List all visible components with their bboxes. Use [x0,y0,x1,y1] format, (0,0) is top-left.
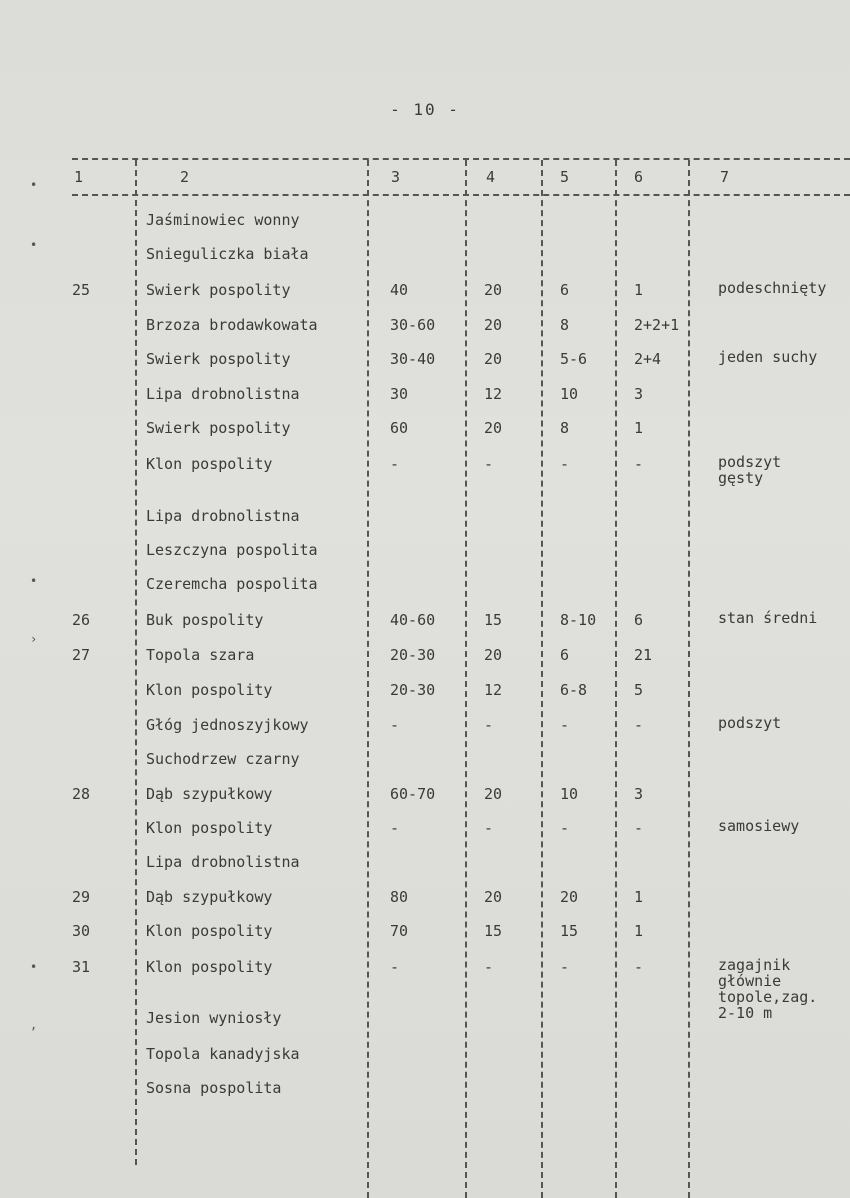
col-3-value: 40-60 [390,611,436,629]
col-3-value: 30 [390,385,409,403]
species-name: Jesion wyniosły [146,1009,282,1027]
col-6-value: - [634,819,644,837]
col-5-value: 15 [560,922,579,940]
margin-mark: • [30,960,38,974]
margin-mark: › [30,632,38,646]
table-row [0,506,850,526]
col-6-value: 2+2+1 [634,316,680,334]
remarks: podeschnięty [718,279,827,297]
species-name: Swierk pospolity [146,350,291,368]
species-name: Topola szara [146,646,255,664]
species-name: Swierk pospolity [146,281,291,299]
remarks: podszyt [718,714,782,732]
header-col-6: 6 [634,168,644,186]
col-6-value: 1 [634,888,644,906]
species-name: Leszczyna pospolita [146,541,318,559]
table-row [0,818,850,838]
col-6-value: 5 [634,681,644,699]
col-3-value: 80 [390,888,409,906]
table-row [0,852,850,872]
table-row [0,384,850,404]
col-5-value: - [560,958,570,976]
header-col-7: 7 [720,168,730,186]
col-6-value: 3 [634,385,644,403]
header-col-5: 5 [560,168,570,186]
col-4-value: 20 [484,888,503,906]
table-row [0,921,850,941]
remarks: stan średni [718,609,818,627]
species-name: Lipa drobnolistna [146,385,300,403]
remarks: samosiewy [718,817,800,835]
col-3-value: - [390,716,400,734]
table-row [0,784,850,804]
header-col-2: 2 [180,168,190,186]
species-name: Sosna pospolita [146,1079,282,1097]
species-name: Dąb szypułkowy [146,785,273,803]
col-6-value: 2+4 [634,350,662,368]
species-name: Dąb szypułkowy [146,888,273,906]
col-4-value: 20 [484,316,503,334]
header-col-1: 1 [74,168,84,186]
col-4-value: 20 [484,350,503,368]
col-6-value: - [634,455,644,473]
col-6-value: 6 [634,611,644,629]
remarks: zagajnik głównie topole,zag. 2-10 m [718,956,818,1022]
species-name: Klon pospolity [146,922,273,940]
table-row [0,540,850,560]
col-5-value: 20 [560,888,579,906]
col-3-value: 40 [390,281,409,299]
col-5-value: - [560,716,570,734]
table-row [0,610,850,630]
species-name: Klon pospolity [146,958,273,976]
table-row [0,1078,850,1098]
col-6-value: 21 [634,646,653,664]
table-row [0,315,850,335]
col-5-value: - [560,455,570,473]
table-header-rule [72,194,850,196]
table-row [0,210,850,230]
table-top-rule [72,158,850,160]
col-3-value: - [390,455,400,473]
row-number: 27 [72,646,91,664]
species-name: Lipa drobnolistna [146,507,300,525]
table-row [0,280,850,300]
col-6-value: - [634,716,644,734]
row-number: 28 [72,785,91,803]
species-name: Czeremcha pospolita [146,575,318,593]
col-5-value: 6 [560,646,570,664]
col-3-value: 70 [390,922,409,940]
col-4-value: - [484,958,494,976]
col-4-value: - [484,819,494,837]
row-number: 30 [72,922,91,940]
col-3-value: 20-30 [390,646,436,664]
row-number: 29 [72,888,91,906]
species-name: Klon pospolity [146,455,273,473]
col-4-value: - [484,716,494,734]
margin-mark: , [30,1018,38,1032]
margin-mark: • [30,574,38,588]
species-name: Swierk pospolity [146,419,291,437]
col-6-value: - [634,958,644,976]
table-row [0,1008,850,1028]
col-6-value: 3 [634,785,644,803]
col-6-value: 1 [634,281,644,299]
table-row [0,887,850,907]
col-3-value: 30-60 [390,316,436,334]
col-5-value: 8 [560,316,570,334]
col-4-value: 15 [484,611,503,629]
col-5-value: 10 [560,385,579,403]
row-number: 26 [72,611,91,629]
col-6-value: 1 [634,419,644,437]
species-name: Głóg jednoszyjkowy [146,716,309,734]
table-row [0,645,850,665]
col-4-value: 20 [484,785,503,803]
col-5-value: 8-10 [560,611,597,629]
col-4-value: 20 [484,646,503,664]
col-3-value: 60 [390,419,409,437]
species-name: Brzoza brodawkowata [146,316,318,334]
table-row [0,680,850,700]
header-col-3: 3 [391,168,401,186]
col-4-value: - [484,455,494,473]
col-3-value: 30-40 [390,350,436,368]
margin-mark: • [30,178,38,192]
col-5-value: 5-6 [560,350,588,368]
page-number: - 10 - [390,100,460,119]
species-name: Klon pospolity [146,819,273,837]
species-name: Jaśminowiec wonny [146,211,300,229]
species-name: Snieguliczka biała [146,245,309,263]
table-row [0,1044,850,1064]
table-row [0,715,850,735]
row-number: 25 [72,281,91,299]
col-3-value: - [390,958,400,976]
species-name: Lipa drobnolistna [146,853,300,871]
species-name: Klon pospolity [146,681,273,699]
species-name: Suchodrzew czarny [146,750,300,768]
col-4-value: 20 [484,281,503,299]
species-name: Topola kanadyjska [146,1045,300,1063]
col-3-value: 20-30 [390,681,436,699]
margin-mark: • [30,238,38,252]
col-4-value: 15 [484,922,503,940]
col-5-value: - [560,819,570,837]
remarks: podszyt gęsty [718,453,782,487]
table-row [0,349,850,369]
table-row [0,453,850,487]
col-5-value: 6-8 [560,681,588,699]
col-4-value: 12 [484,385,503,403]
col-4-value: 20 [484,419,503,437]
col-5-value: 10 [560,785,579,803]
col-3-value: - [390,819,400,837]
species-name: Buk pospolity [146,611,264,629]
row-number: 31 [72,958,91,976]
remarks: jeden suchy [718,348,818,366]
table-row [0,574,850,594]
col-4-value: 12 [484,681,503,699]
col-5-value: 6 [560,281,570,299]
table-row [0,749,850,769]
header-col-4: 4 [486,168,496,186]
col-3-value: 60-70 [390,785,436,803]
col-5-value: 8 [560,419,570,437]
col-6-value: 1 [634,922,644,940]
table-row [0,244,850,264]
table-row [0,418,850,438]
